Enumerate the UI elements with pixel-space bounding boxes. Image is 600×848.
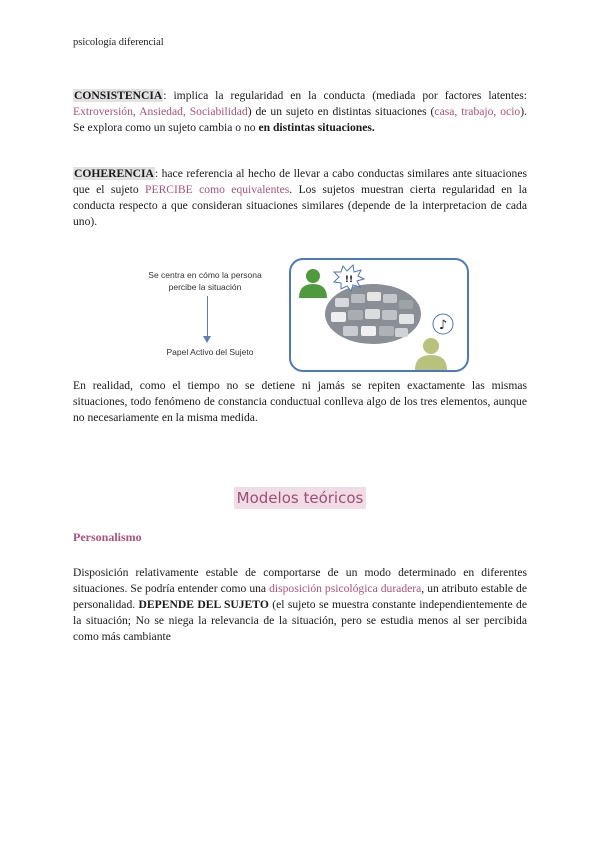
music-bubble-icon: [433, 314, 453, 334]
coherencia-text-1: : hace referencia al hecho de llevar a cabo conductas similares ante situaciones que el sujeto: [73, 167, 527, 196]
alert-symbol: !!: [344, 275, 354, 285]
personalismo-text-2: , un atributo estable de personalidad.: [73, 582, 527, 611]
personalismo-text-3: (el sujeto se muestra constante independientemente de la situación; No se niega la relevancia de la situación, pero se estudia menos al ser percibida como más cambiante: [73, 598, 527, 643]
section-title-container: [0, 489, 600, 508]
section-title: Modelos teóricos: [234, 487, 367, 509]
diagram-label-active-role: Papel Activo del Sujeto: [166, 347, 254, 357]
diagram-label-perception: Se centra en cómo la persona percibe la situación: [148, 270, 262, 292]
alert-burst-icon: [334, 265, 364, 291]
personalismo-highlight: disposición psicológica duradera: [269, 582, 422, 595]
personalismo-paragraph: [73, 565, 527, 645]
angry-person-icon: [299, 269, 327, 298]
coherencia-text-2: . Los sujetos muestran cierta regularidad en la conducta respecto a que consideran situaciones similares (depende de la interpretacion de cada uno).: [73, 183, 527, 228]
coherencia-paragraph: [73, 166, 527, 230]
personalismo-text-1: Disposición relativamente estable de comportarse de un modo determinado en diferentes situaciones. Se podría entender como una: [73, 566, 527, 595]
coherencia-term: COHERENCIA: [74, 167, 154, 180]
diagram-arrow-line: [207, 296, 208, 340]
consistencia-term: CONSISTENCIA: [74, 89, 163, 102]
page-header: psicología diferencial: [73, 37, 164, 48]
music-note-symbol: ♪: [438, 318, 448, 333]
consistencia-text-1: : implica la regularidad en la conducta (mediada por factores latentes:: [163, 89, 527, 102]
calm-person-icon: [415, 338, 447, 370]
diagram-arrow-head: [203, 336, 211, 343]
consistencia-paragraph: [73, 88, 527, 136]
consistencia-text-3: ). Se explora como un sujeto cambia o no: [73, 105, 527, 134]
coherencia-highlight: PERCIBE como equivalentes: [145, 183, 290, 196]
situations-list: casa, trabajo, ocio: [434, 105, 521, 118]
consistencia-text-2: ) de un sujeto en distintas situaciones (: [247, 105, 435, 118]
consistencia-emphasis: en distintas situaciones.: [258, 121, 375, 134]
traffic-illustration: [289, 258, 469, 372]
reality-paragraph: En realidad, como el tiempo no se detiene ni jamás se repiten exactamente las mismas situaciones, todo fenómeno de constancia conductual conlleva algo de los tres elementos, aunque no necesariamente en la misma medida.: [73, 379, 527, 424]
latent-factors: Extroversión, Ansiedad, Sociabilidad: [73, 105, 248, 118]
personalismo-heading: Personalismo: [73, 530, 142, 544]
personalismo-emphasis: DEPENDE DEL SUJETO: [138, 598, 269, 611]
traffic-illustration-svg: [291, 260, 467, 370]
